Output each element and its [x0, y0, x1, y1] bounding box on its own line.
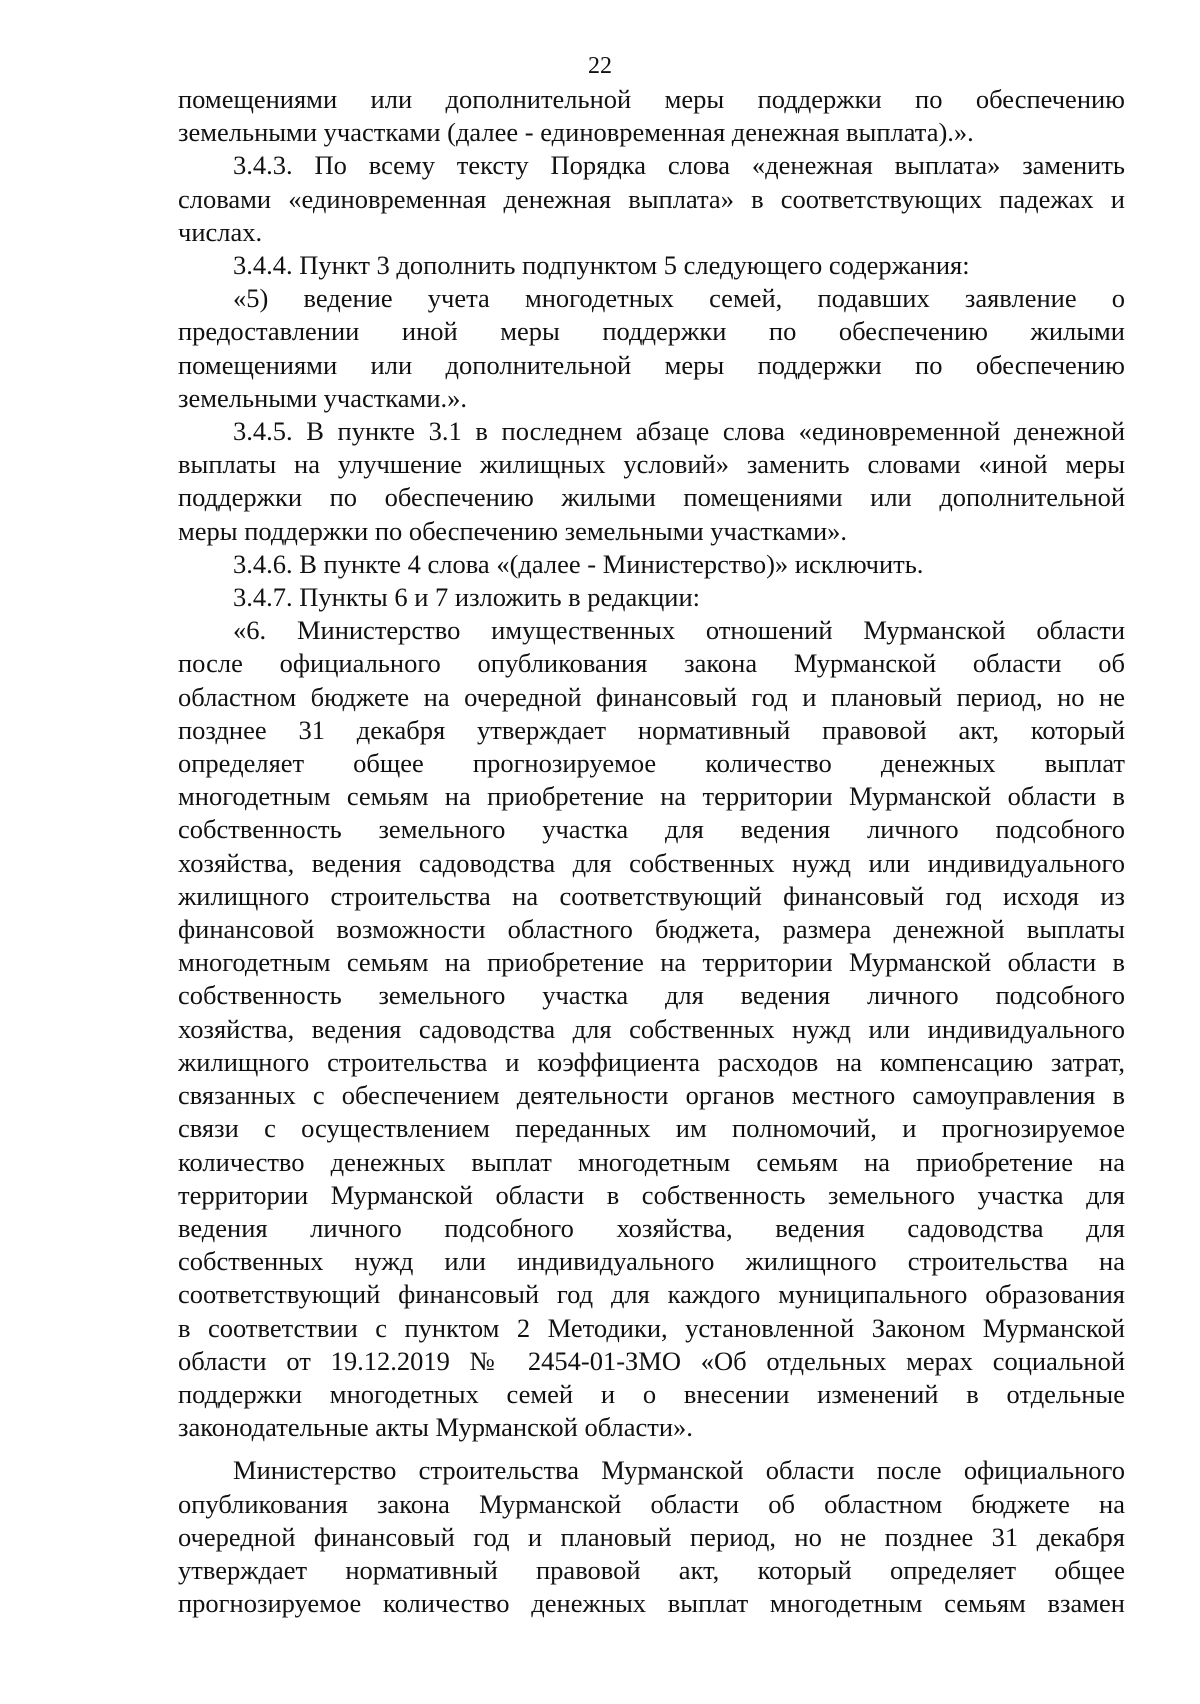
- text-line: помещениями или дополнительной меры поддержки по обеспечению: [178, 84, 1125, 114]
- text-line: поддержки по обеспечению жилыми помещениями или дополнительной: [178, 482, 1125, 513]
- text-line: прогнозируемое количество денежных выплат многодетным семьям взамен: [178, 1588, 1125, 1619]
- text-line: «5) ведение учета многодетных семей, подавших заявление о: [233, 283, 1125, 314]
- page-number: 22: [588, 53, 612, 79]
- text-line: территории Мурманской области в собственность земельного участка для: [178, 1179, 1125, 1210]
- text-line: соответствующий финансовый год для каждого муниципального образования: [178, 1279, 1125, 1310]
- text-line: выплаты на улучшение жилищных условий» заменить словами «иной меры: [178, 449, 1125, 480]
- text-line: законодательные акты Мурманской области».: [178, 1412, 693, 1443]
- text-line: собственных нужд или индивидуального жилищного строительства на: [178, 1246, 1125, 1277]
- text-line: жилищного строительства и коэффициента расходов на компенсацию затрат,: [178, 1046, 1125, 1077]
- paragraph-gap: [178, 1444, 1125, 1454]
- text-line: 3.4.7. Пункты 6 и 7 изложить в редакции:: [233, 582, 700, 613]
- text-line: после официального опубликования закона Мурманской области об: [178, 648, 1125, 679]
- text-line: 3.4.5. В пункте 3.1 в последнем абзаце слова «единовременной денежной: [233, 416, 1125, 447]
- text-line: многодетным семьям на приобретение на территории Мурманской области в: [178, 781, 1125, 812]
- text-line: меры поддержки по обеспечению земельными участками».: [178, 515, 848, 546]
- text-line: собственность земельного участка для ведения личного подсобного: [178, 814, 1125, 845]
- text-line: 3.4.3. По всему тексту Порядка слова «денежная выплата» заменить: [233, 150, 1125, 181]
- text-line: многодетным семьям на приобретение на территории Мурманской области в: [178, 947, 1125, 978]
- text-line: числах.: [178, 216, 263, 247]
- text-line: связанных с обеспечением деятельности органов местного самоуправления в: [178, 1080, 1125, 1111]
- text-line: позднее 31 декабря утверждает нормативный правовой акт, который: [178, 714, 1125, 745]
- text-line: собственность земельного участка для ведения личного подсобного: [178, 980, 1125, 1011]
- text-line: жилищного строительства на соответствующий финансовый год исходя из: [178, 880, 1125, 911]
- text-line: помещениями или дополнительной меры поддержки по обеспечению: [178, 349, 1125, 380]
- text-line: земельными участками.».: [178, 382, 468, 413]
- text-line: ведения личного подсобного хозяйства, ведения садоводства для: [178, 1212, 1125, 1243]
- text-line: предоставлении иной меры поддержки по обеспечению жилыми: [178, 316, 1125, 347]
- text-line: определяет общее прогнозируемое количество денежных выплат: [178, 748, 1125, 779]
- text-line: финансовой возможности областного бюджета, размера денежной выплаты: [178, 914, 1125, 945]
- text-line: словами «единовременная денежная выплата» в соответствующих падежах и: [178, 183, 1125, 214]
- text-line: связи с осуществлением переданных им полномочий, и прогнозируемое: [178, 1113, 1125, 1144]
- text-line: области от 19.12.2019 № 2454-01-ЗМО «Об отдельных мерах социальной: [178, 1345, 1125, 1376]
- text-line: 3.4.4. Пункт 3 дополнить подпунктом 5 следующего содержания:: [233, 250, 970, 281]
- document-body: [178, 83, 1125, 1620]
- text-line: утверждает нормативный правовой акт, который определяет общее: [178, 1554, 1125, 1585]
- text-line: количество денежных выплат многодетным семьям на приобретение на: [178, 1146, 1125, 1177]
- text-line: 3.4.6. В пункте 4 слова «(далее - Министерство)» исключить.: [233, 548, 924, 579]
- text-line: Министерство строительства Мурманской области после официального: [233, 1455, 1125, 1486]
- text-line: хозяйства, ведения садоводства для собственных нужд или индивидуального: [178, 847, 1125, 878]
- text-line: очередной финансовый год и плановый период, но не позднее 31 декабря: [178, 1521, 1125, 1552]
- text-line: в соответствии с пунктом 2 Методики, установленной Законом Мурманской: [178, 1312, 1125, 1343]
- text-line: хозяйства, ведения садоводства для собственных нужд или индивидуального: [178, 1013, 1125, 1044]
- text-line: опубликования закона Мурманской области об областном бюджете на: [178, 1488, 1125, 1519]
- text-line: «6. Министерство имущественных отношений Мурманской области: [233, 615, 1125, 646]
- text-line: земельными участками (далее - единовременная денежная выплата).».: [178, 117, 974, 148]
- text-line: поддержки многодетных семей и о внесении изменений в отдельные: [178, 1378, 1125, 1409]
- text-line: областном бюджете на очередной финансовый год и плановый период, но не: [178, 681, 1125, 712]
